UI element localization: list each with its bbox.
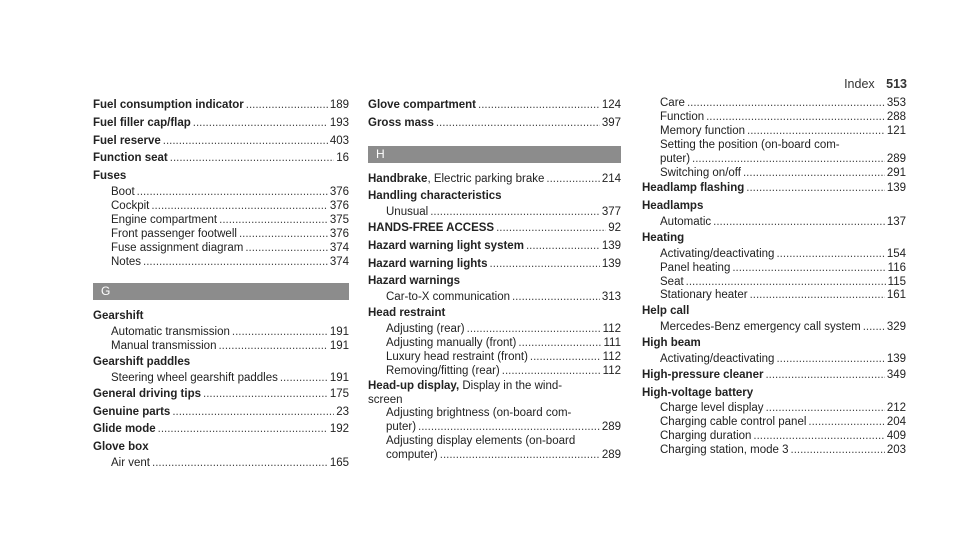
entry-label: Glide mode: [93, 423, 156, 436]
sub-entries: [642, 97, 906, 180]
index-entry[interactable]: [93, 150, 349, 168]
sub-entry[interactable]: [386, 449, 621, 463]
sub-entry[interactable]: [111, 200, 349, 214]
entry-label: Hazard warning lights: [368, 257, 488, 270]
leader-dots: [863, 321, 885, 335]
sub-entry[interactable]: [386, 421, 621, 435]
entry-page: 288: [886, 110, 906, 123]
entry-label: puter): [660, 152, 691, 165]
entry-page: 289: [886, 152, 906, 165]
index-entry[interactable]: [93, 115, 349, 133]
sub-entry[interactable]: [660, 111, 906, 125]
entry-page: 204: [886, 416, 906, 429]
entry-page: 291: [886, 166, 906, 179]
leader-dots: [526, 238, 600, 256]
entry-label: Memory function: [660, 124, 746, 137]
sub-entries: [368, 323, 621, 379]
entry-page: 139: [886, 182, 906, 195]
sub-entry[interactable]: [386, 206, 621, 220]
entry-label: Genuine parts: [93, 405, 171, 418]
leader-dots: [512, 291, 600, 305]
leader-dots: [193, 115, 328, 133]
leader-dots: [170, 150, 334, 168]
leader-dots: [776, 248, 884, 262]
entry-page: 111: [603, 336, 621, 349]
leader-dots: [245, 242, 328, 256]
entry-label: Fuel filler cap/flap: [93, 116, 191, 129]
entry-page: 212: [886, 402, 906, 415]
sub-entries: [93, 457, 349, 471]
entry-page: 289: [601, 421, 621, 434]
sub-entries: [93, 372, 349, 386]
entry-label: Activating/deactivating: [660, 352, 775, 365]
index-entry[interactable]: [93, 386, 349, 404]
entry-page: 191: [329, 326, 349, 339]
leader-dots: [467, 323, 601, 337]
sub-entry[interactable]: [111, 326, 349, 340]
entry-label: HANDS-FREE ACCESS: [368, 222, 495, 235]
entry-page: 165: [329, 456, 349, 469]
index-heading: Gearshift: [93, 310, 144, 323]
sub-entry[interactable]: [660, 416, 906, 430]
entry-continuation: screen: [368, 394, 403, 407]
entry-label: Charging duration: [660, 430, 752, 443]
entry-label: Panel heating: [660, 261, 731, 274]
sub-entry[interactable]: [111, 256, 349, 270]
entry-label: Front passenger footwell: [111, 227, 237, 240]
leader-dots: [246, 97, 328, 115]
entry-page: 377: [601, 206, 621, 219]
entry-label: Engine compartment: [111, 213, 218, 226]
entry-page: 376: [329, 199, 349, 212]
index-entry[interactable]: [93, 421, 349, 439]
index-heading: Headlamps: [642, 200, 704, 213]
letter-section-g: G: [93, 283, 349, 300]
sub-entry[interactable]: [660, 321, 906, 335]
index-entry[interactable]: [642, 180, 906, 198]
entry-page: 154: [886, 247, 906, 260]
leader-dots: [218, 340, 327, 354]
entry-label: computer): [386, 449, 438, 462]
entry-label: Fuel reserve: [93, 134, 161, 147]
index-entry[interactable]: [368, 97, 621, 115]
leader-dots: [143, 256, 328, 270]
entry-label: Luxury head restraint (front): [386, 350, 528, 363]
leader-dots: [743, 167, 885, 181]
entry-label: Boot: [111, 185, 135, 198]
sub-entries: [642, 402, 906, 458]
entry-page: 192: [329, 423, 349, 436]
entry-page: 376: [329, 185, 349, 198]
entry-label: Glove compartment: [368, 99, 476, 111]
leader-dots: [239, 228, 328, 242]
entry-page: 313: [601, 291, 621, 304]
entry-page: 112: [602, 322, 621, 335]
leader-dots: [808, 416, 884, 430]
entry-label: Head-up display,: [368, 379, 460, 392]
entry-page: 16: [336, 152, 349, 165]
entry-label: Hazard warning light system: [368, 239, 524, 252]
entry-page: 376: [329, 227, 349, 240]
index-entry-multiline[interactable]: [368, 379, 621, 393]
leader-dots: [713, 216, 885, 230]
leader-dots: [158, 421, 328, 439]
entry-page: 92: [608, 222, 621, 235]
leader-dots: [692, 153, 885, 167]
leader-dots: [280, 372, 328, 386]
entry-page: 374: [329, 255, 349, 268]
leader-dots: [137, 186, 328, 200]
entry-label: Adjusting manually (front): [386, 336, 517, 349]
leader-dots: [203, 386, 328, 404]
sub-entry-line1: Adjusting brightness (on-board com-: [386, 407, 572, 420]
sub-entry[interactable]: [660, 353, 906, 367]
letter-section-h: H: [368, 146, 621, 163]
entry-label: Unusual: [386, 206, 429, 219]
leader-dots: [765, 367, 884, 385]
entry-label: Switching on/off: [660, 166, 741, 179]
sub-entry[interactable]: [111, 214, 349, 228]
leader-dots: [496, 220, 606, 238]
leader-dots: [753, 430, 884, 444]
index-entry[interactable]: [93, 97, 349, 115]
entry-label: Activating/deactivating: [660, 247, 775, 260]
entry-label: Automatic: [660, 216, 712, 229]
entry-label: Charging station, mode 3: [660, 444, 789, 457]
entry-page: 191: [329, 340, 349, 353]
entry-label: Cockpit: [111, 199, 150, 212]
entry-page: 353: [886, 97, 906, 109]
entry-page: 175: [329, 387, 349, 400]
index-heading: Help call: [642, 305, 690, 318]
entry-label: Headlamp flashing: [642, 182, 745, 195]
sub-entry[interactable]: [660, 125, 906, 139]
sub-entry[interactable]: [660, 402, 906, 416]
entry-label: Care: [660, 97, 685, 109]
index-heading: High-voltage battery: [642, 386, 754, 399]
index-heading: Fuses: [93, 170, 127, 183]
sub-entry[interactable]: [386, 351, 621, 365]
sub-entry[interactable]: [660, 248, 906, 262]
entry-label: Charging cable control panel: [660, 416, 807, 429]
sub-entry[interactable]: [660, 97, 906, 111]
index-column-1: [93, 97, 349, 471]
index-heading: Handling characteristics: [368, 190, 502, 203]
sub-entry[interactable]: [660, 276, 906, 290]
sub-entry[interactable]: [660, 216, 906, 230]
leader-dots: [706, 111, 885, 125]
leader-dots: [172, 404, 334, 422]
leader-dots: [686, 276, 886, 290]
entry-page: 121: [886, 124, 906, 137]
entry-label: puter): [386, 421, 417, 434]
sub-entry[interactable]: [111, 228, 349, 242]
entry-suffix: Display in the wind-: [459, 379, 563, 392]
leader-dots: [219, 214, 328, 228]
leader-dots: [750, 289, 885, 303]
entry-page: 23: [336, 405, 349, 418]
entry-page: 374: [329, 241, 349, 254]
entry-page: 203: [886, 444, 906, 457]
index-heading: Hazard warnings: [368, 275, 461, 288]
sub-entry[interactable]: [660, 430, 906, 444]
entry-page: 139: [886, 352, 906, 365]
entry-label: Removing/fitting (rear): [386, 364, 500, 377]
sub-entry[interactable]: [111, 372, 349, 386]
sub-entry[interactable]: [386, 323, 621, 337]
sub-entry[interactable]: [660, 167, 906, 181]
index-heading: Gearshift paddles: [93, 356, 191, 369]
sub-entries: [368, 407, 621, 463]
entry-page: 139: [601, 239, 621, 252]
sub-entry[interactable]: [111, 186, 349, 200]
leader-dots: [418, 421, 600, 435]
entry-page: 161: [886, 289, 906, 302]
index-entry[interactable]: [368, 220, 621, 238]
entry-page: 124: [601, 99, 621, 111]
entry-label: Handbrake: [368, 172, 428, 185]
sub-entry[interactable]: [386, 337, 621, 351]
entry-label: Seat: [660, 275, 684, 288]
sub-entry[interactable]: [660, 289, 906, 303]
leader-dots: [791, 444, 885, 458]
sub-entry-line1: Adjusting display elements (on-board: [386, 435, 576, 448]
page-number: 513: [886, 77, 907, 91]
sub-entries: [93, 186, 349, 269]
entry-label: Notes: [111, 255, 142, 268]
entry-label: Automatic transmission: [111, 326, 230, 339]
entry-label: Manual transmission: [111, 340, 217, 353]
entry-label: Function seat: [93, 152, 168, 165]
page-header: [844, 77, 907, 91]
leader-dots: [776, 353, 884, 367]
index-entry[interactable]: [368, 115, 621, 133]
index-entry[interactable]: [642, 367, 906, 385]
leader-dots: [232, 326, 328, 340]
sub-entries: [642, 216, 906, 230]
entry-label: Car-to-X communication: [386, 291, 510, 304]
index-heading: High beam: [642, 337, 701, 350]
index-entry[interactable]: [368, 171, 621, 189]
entry-page: 349: [886, 368, 906, 381]
sub-entries: [93, 326, 349, 354]
leader-dots: [732, 262, 885, 276]
sub-entries: [642, 248, 906, 304]
index-heading: Glove box: [93, 441, 149, 454]
section-title: Index: [844, 77, 875, 91]
sub-entries: [642, 353, 906, 367]
leader-dots: [546, 171, 599, 189]
leader-dots: [440, 449, 600, 463]
leader-dots: [436, 115, 600, 133]
sub-entry[interactable]: [386, 291, 621, 305]
entry-label: Mercedes-Benz emergency call system: [660, 321, 861, 334]
leader-dots: [151, 200, 327, 214]
leader-dots: [502, 365, 601, 379]
entry-page: 189: [329, 99, 349, 111]
index-heading: Head restraint: [368, 307, 446, 320]
entry-label: Fuse assignment diagram: [111, 241, 244, 254]
leader-dots: [163, 133, 328, 151]
index-entry[interactable]: [93, 133, 349, 151]
entry-page: 375: [329, 213, 349, 226]
sub-entries: [368, 206, 621, 220]
entry-label: Charge level display: [660, 402, 764, 415]
entry-label: Adjusting (rear): [386, 322, 465, 335]
sub-entry[interactable]: [111, 242, 349, 256]
entry-suffix: , Electric parking brake: [427, 172, 545, 185]
entry-label: High-pressure cleaner: [642, 368, 764, 381]
sub-entries: [642, 321, 906, 335]
sub-entry[interactable]: [660, 153, 906, 167]
entry-page: 397: [601, 116, 621, 129]
entry-page: 329: [886, 321, 906, 334]
sub-entry[interactable]: [386, 365, 621, 379]
leader-dots: [430, 206, 600, 220]
index-column-2: [368, 97, 621, 463]
entry-label: Gross mass: [368, 116, 434, 129]
entry-page: 139: [601, 257, 621, 270]
leader-dots: [766, 402, 885, 416]
entry-page: 214: [601, 172, 621, 185]
sub-entry[interactable]: [660, 444, 906, 458]
index-entry[interactable]: [368, 238, 621, 256]
entry-page: 409: [886, 430, 906, 443]
sub-entry[interactable]: [111, 340, 349, 354]
entry-label: Function: [660, 110, 705, 123]
leader-dots: [747, 125, 885, 139]
sub-entry[interactable]: [660, 262, 906, 276]
index-column-3: [642, 97, 906, 458]
leader-dots: [478, 97, 600, 115]
entry-page: 137: [886, 216, 906, 229]
sub-entries: [368, 291, 621, 305]
entry-page: 112: [602, 350, 621, 363]
entry-page: 191: [329, 371, 349, 384]
entry-page: 403: [329, 134, 349, 147]
leader-dots: [687, 97, 885, 111]
leader-dots: [746, 180, 885, 198]
index-heading: Heating: [642, 231, 685, 244]
sub-entry[interactable]: [111, 457, 349, 471]
entry-label: Steering wheel gearshift paddles: [111, 371, 278, 384]
leader-dots: [518, 337, 601, 351]
leader-dots: [490, 256, 600, 274]
index-entry[interactable]: [368, 256, 621, 274]
entry-page: 116: [887, 261, 906, 274]
entry-page: 289: [601, 449, 621, 462]
leader-dots: [152, 457, 328, 471]
entry-page: 112: [602, 364, 621, 377]
sub-entry-line1: Setting the position (on-board com-: [660, 138, 840, 151]
entry-label: General driving tips: [93, 387, 201, 400]
index-entry[interactable]: [93, 404, 349, 422]
entry-label: Fuel consumption indicator: [93, 99, 244, 111]
entry-page: 115: [887, 275, 906, 288]
entry-label: Air vent: [111, 456, 150, 469]
leader-dots: [530, 351, 601, 365]
entry-label: Stationary heater: [660, 289, 748, 302]
entry-page: 193: [329, 116, 349, 129]
